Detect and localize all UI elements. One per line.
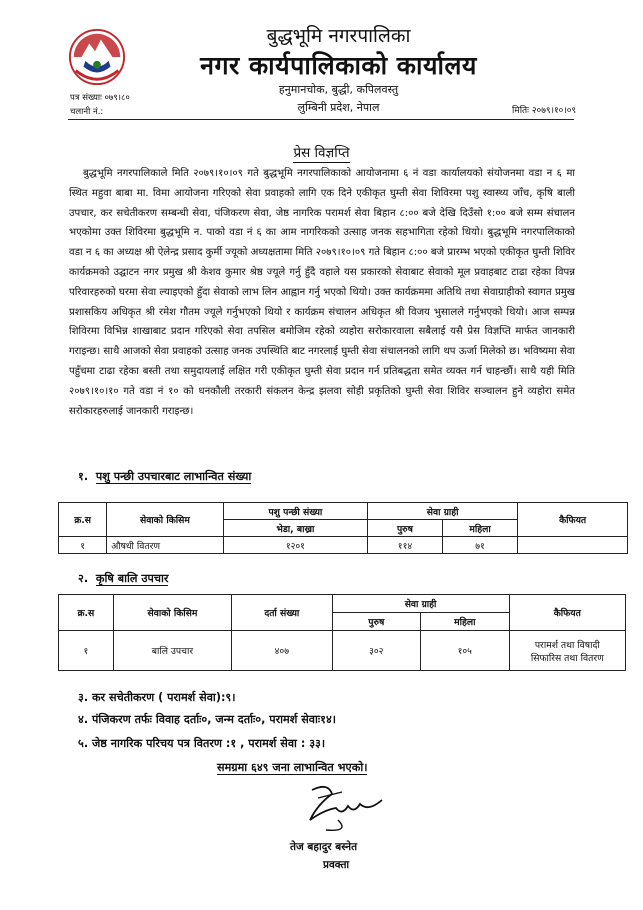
section-1-number: १. <box>78 470 89 483</box>
col-remarks: कैफियत <box>518 503 628 537</box>
section-2-heading <box>78 571 168 586</box>
item-senior-citizen: ५. जेष्ठ नागरिक परिचय पत्र वितरण :१ , परामर्श सेवा : ३३। <box>78 737 326 750</box>
col-recipients: सेवा ग्राही <box>368 503 518 520</box>
cell-service: बालि उपचार <box>113 631 231 671</box>
press-release-title-text: प्रेस विज्ञप्ति <box>293 145 350 161</box>
livestock-table <box>58 502 628 554</box>
col-remarks: कैफियत <box>509 595 625 631</box>
signatory-name: तेज बहादुर बस्नेत <box>290 841 358 853</box>
cell-female: ७१ <box>442 537 517 554</box>
press-release-body: बुद्धभूमि नगरपालिकाले मिति २०७९।१०।०९ गते बुद्धभूमि नगरपालिकाको आयोजनामा ६ नं वडा कार्यालयको संयोजनमा वडा न ६ मा स्थित महुवा बाबा मा. विमा आयोजना गरिएको सेवा प्रवाहको लागि एक दिने एकीकृत घुम्ती सेवा शिविरमा पशु स्वास्थ्य जाँच, कृषि बाली उपचार, कर सचेतीकरण सम्बन्धी सेवा, पंजिकरण सेवा, जेष्ठ नागरिक परामर्श सेवा बिहान ८:०० बजे देखि दिउँसो १:०० बजे सम्म संचालन भएकोमा उक्त शिविरमा बुद्धभूमि न. पाको वडा नं ६ का आम नागरिकको उत्साह जनक सहभागिता रहेको थियो। बुद्धभूमि नगरपालिकाको वडा न ६ का अध्यक्ष श्री ऐलेन्द्र प्रसाद कुर्मी ज्यूको अध्यक्षतामा मिति २०७९।१०।०९ गते बिहान ८:०० बजे प्रारम्भ भएको एकीकृत घुम्ती शिविर कार्यक्रमको उद्घाटन नगर प्रमुख श्री केशव कुमार श्रेष्ठ ज्यूले गर्नु हुँदै वहाले यस प्रकारको सेवाबाट सेवाको मूल प्रवाहबाट टाढा रहेका विपन्न परिवारहरुको घरमा सेवा ल्याइएको हुँदा सेवाको लाभ लिन आह्वान गर्नु भएको थियो। उक्त कार्यक्रममा अतिथि तथा सेवाग्राहीको स्वागत प्रमुख प्रशासकिय अधिकृत श्री रमेश गौतम ज्यूले गर्नुभएको थियो र कार्यक्रम संचालन अधिकृत श्री विजय भुसालले गर्नुभएको थियो। आज सम्पन्न शिविरमा विभिन्न शाखाबाट प्रदान गरिएको सेवा तपसिल बमोजिम रहेको व्यहोरा सरोकारवाला सबैलाई यसै प्रेस विज्ञप्ति मार्फत जानकारी गराइन्छ। साथै आजको सेवा प्रवाहको उत्साह जनक उपस्थिति बाट नगरलाई घुम्ती सेवा संचालनको लागि थप ऊर्जा मिलेको छ। भविष्यमा सेवा पहुँचमा टाढा रहेका बस्ती तथा समुदायलाई लक्षित गरी एकीकृत घुम्ती सेवा प्रदान गर्न प्रतिबद्धता समेत व्यक्त गर्न चाहन्छौं। साथै यही मिति २०७९।१०।१० गते वडा नं १० को धनकौली तरकारी संकलन केन्द्र झलवा सोही प्रकृतिको घुम्ती सेवा शिविर सञ्चालन हुने व्यहोरा समेत सरोकारहरुलाई जानकारी गराइन्छ। <box>69 168 575 417</box>
cell-male: ११४ <box>368 537 443 554</box>
crop-treatment-table <box>58 594 626 671</box>
cell-remarks <box>518 537 628 554</box>
col-female: महिला <box>442 520 517 537</box>
signatory-role: प्रवक्ता <box>323 859 350 871</box>
municipality-name: बुद्धभूमि नगरपालिका <box>266 25 411 47</box>
col-animal-count: पशु पन्छी संख्या <box>223 503 367 520</box>
handwritten-signature <box>298 780 388 838</box>
summary-total <box>217 760 367 775</box>
cell-remarks-line-2: सिफारिस तथा वितरण <box>530 652 604 664</box>
cell-remarks <box>509 631 625 671</box>
col-sn: क्र.स <box>59 595 114 631</box>
table-row <box>59 631 626 671</box>
cell-remarks-line-1: परामर्श तथा विषादी <box>534 639 600 651</box>
table-header-row <box>59 595 626 613</box>
col-male: पुरुष <box>368 520 443 537</box>
reference-number: पत्र संख्याः ०७९।८० <box>70 93 130 103</box>
summary-total-text: समग्रमा ६४९ जना लाभान्वित भएको। <box>217 761 368 774</box>
item-registration: ४. पंजिकरण तर्फः विवाह दर्ताः०, जन्म दर्ताः०, परामर्श सेवाः१४। <box>78 713 337 726</box>
address-line-1: हनुमानचोक, बुद्धी, कपिलवस्तु <box>278 83 399 96</box>
cell-service: औषधी वितरण <box>107 537 223 554</box>
col-service-type: सेवाको किसिम <box>107 503 223 537</box>
col-registration-count: दर्ता संख्या <box>232 595 332 631</box>
col-female: महिला <box>421 613 510 631</box>
col-service-type: सेवाको किसिम <box>113 595 231 631</box>
cell-male: ३०२ <box>332 631 421 671</box>
press-release-title <box>0 143 643 161</box>
cell-sn: १ <box>59 631 114 671</box>
cell-count: ४०७ <box>232 631 332 671</box>
cell-sn: १ <box>59 537 107 554</box>
section-2-title: कृषि बालि उपचार <box>95 572 169 585</box>
office-title: नगर कार्यपालिकाको कार्यालय <box>200 51 477 80</box>
table-row <box>59 537 628 554</box>
section-2-number: २. <box>78 572 89 585</box>
table-header-row <box>59 503 628 520</box>
section-1-heading <box>78 469 251 484</box>
cell-female: १०५ <box>421 631 510 671</box>
col-male: पुरुष <box>332 613 421 631</box>
header-divider <box>68 119 574 120</box>
col-sn: क्र.स <box>59 503 107 537</box>
col-animal-sub: भेडा, बाख्रा <box>223 520 367 537</box>
item-tax-awareness: ३. कर सचेतीकरण ( परामर्श सेवा):९। <box>78 691 236 704</box>
col-recipients: सेवा ग्राही <box>332 595 509 613</box>
dispatch-number: चलानी नं.: <box>70 107 104 117</box>
address-line-2: लुम्बिनी प्रदेश, नेपाल <box>297 101 380 114</box>
section-1-title: पशु पन्छी उपचारबाट लाभान्वित संख्या <box>95 470 252 483</box>
cell-count: १२०१ <box>223 537 367 554</box>
letter-date: मितिः २०७९।१०।०९ <box>512 106 577 116</box>
